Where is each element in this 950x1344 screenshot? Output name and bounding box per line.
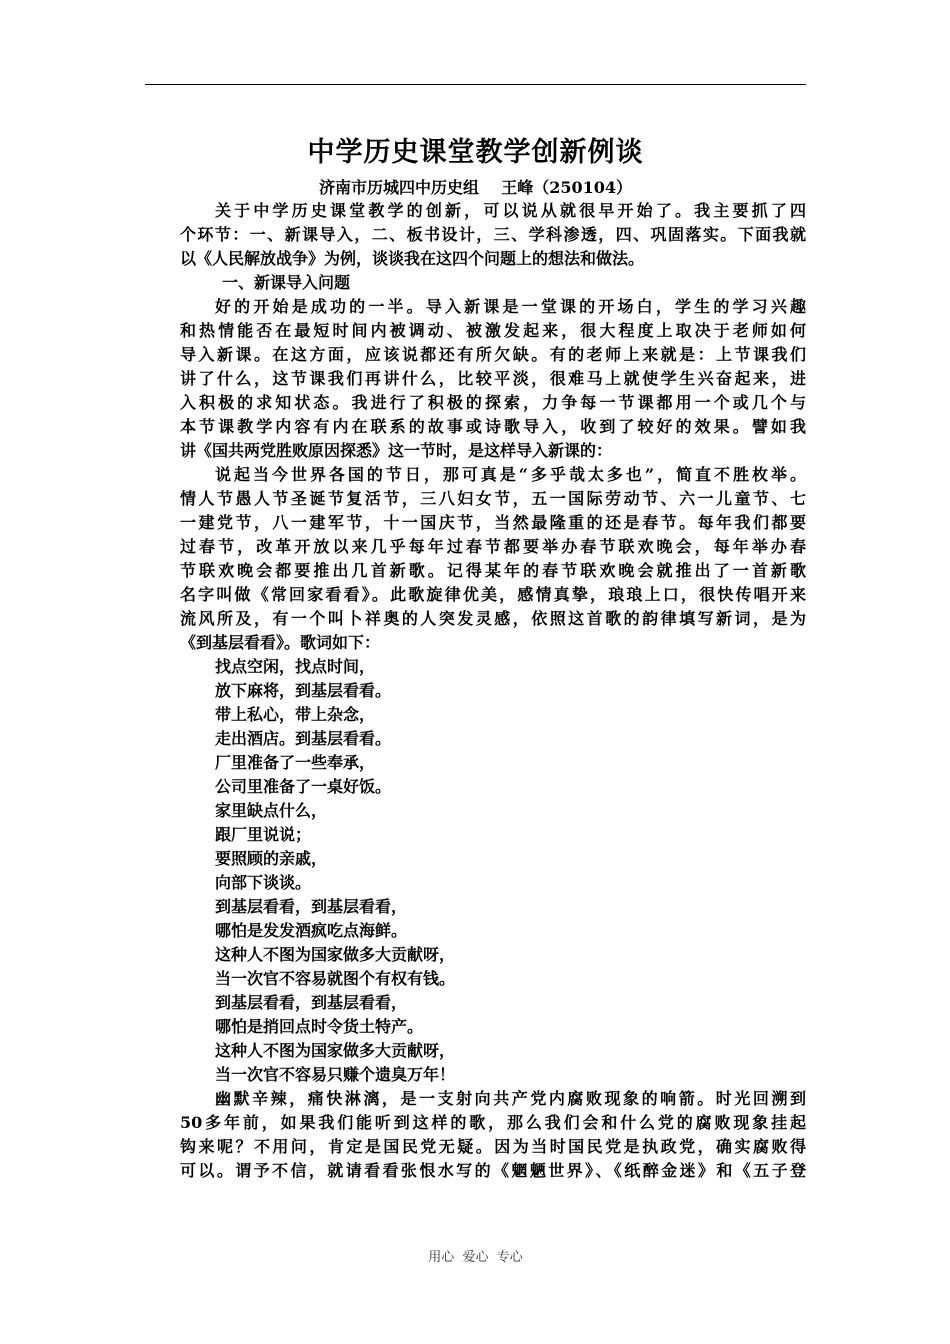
lyric-line: 这种人不图为国家做多大贡献呀， <box>215 1041 456 1060</box>
lyric-line: 到基层看看，到基层看看， <box>215 993 408 1012</box>
body-line: 好的开始是成功的一半。导入新课是一堂课的开场白，学生的学习兴趣 <box>215 297 806 316</box>
body-line: 一建党节，八一建军节，十一国庆节，当然最隆重的还是春节。每年我们都要 <box>180 513 806 532</box>
lyric-line: 厂里准备了一些奉承， <box>215 753 376 772</box>
document-body <box>180 199 806 1183</box>
body-line: 钩来呢？不用问，肯定是国民党无疑。因为当时国民党是执政党，确实腐败得 <box>180 1137 806 1156</box>
body-line: 幽默辛辣，痛快淋漓，是一支射向共产党内腐败现象的响箭。时光回溯到 <box>215 1089 806 1108</box>
body-line: 过春节，改革开放以来几乎每年过春节都要举办春节联欢晚会，每年举办春 <box>180 537 806 556</box>
body-line: 个环节：一、新课导入，二、板书设计，三、学科渗透，四、巩固落实。下面我就 <box>180 225 806 244</box>
lyric-line: 哪怕是发发酒疯吃点海鲜。 <box>215 921 408 940</box>
lyric-line: 找点空闲，找点时间， <box>215 657 376 676</box>
lyric-line: 走出酒店。到基层看看。 <box>215 729 392 748</box>
body-line: 说起当今世界各国的节日，那可真是“多乎哉太多也”，简直不胜枚举。 <box>215 465 806 484</box>
body-line: 《到基层看看》。歌词如下： <box>180 633 381 652</box>
header-rule <box>145 84 806 85</box>
body-line: 流风所及，有一个叫卜祥奥的人突发灵感，依照这首歌的韵律填写新词，是为 <box>180 609 806 628</box>
lyric-line: 哪怕是捎回点时令货土特产。 <box>215 1017 424 1036</box>
section-heading: 一、新课导入问题 <box>222 273 351 292</box>
lyric-line: 这种人不图为国家做多大贡献呀， <box>215 945 456 964</box>
lyric-line: 向部下谈谈。 <box>215 873 312 892</box>
author-line: 济南市历城四中历史组 王峰（250104） <box>318 178 633 197</box>
body-line: 以《人民解放战争》为例，谈谈我在这四个问题上的想法和做法。 <box>180 249 645 268</box>
lyric-line: 公司里准备了一桌好饭。 <box>215 777 392 796</box>
lyric-line: 要照顾的亲戚， <box>215 849 328 868</box>
lyric-line: 跟厂里说说； <box>215 825 312 844</box>
body-line: 名字叫做《常回家看看》。此歌旋律优美，感情真挚，琅琅上口，很快传唱开来 <box>180 585 806 604</box>
body-line: 关于中学历史课堂教学的创新，可以说从就很早开始了。我主要抓了四 <box>215 201 806 220</box>
body-line: 节联欢晚会都要推出几首新歌。记得某年的春节联欢晚会就推出了一首新歌 <box>180 561 806 580</box>
body-line: 导入新课。在这方面，应该说都还有所欠缺。有的老师上来就是：上节课我们 <box>180 345 806 364</box>
body-line: 讲了什么，这节课我们再讲什么，比较平淡，很难马上就使学生兴奋起来，进 <box>180 369 806 388</box>
body-line: 入积极的求知状态。我进行了积极的探索，力争每一节课都用一个或几个与 <box>180 393 806 412</box>
lyric-line: 当一次官不容易只赚个遗臭万年！ <box>215 1065 456 1084</box>
body-line: 情人节愚人节圣诞节复活节，三八妇女节，五一国际劳动节、六一儿童节、七 <box>180 489 806 508</box>
lyric-line: 放下麻将，到基层看看。 <box>215 681 392 700</box>
page-footer: 用心 爱心 专心 <box>428 1250 523 1265</box>
lyric-line: 当一次官不容易就图个有权有钱。 <box>215 969 456 988</box>
body-line: 和热情能否在最短时间内被调动、被激发起来，很大程度上取决于老师如何 <box>180 321 806 340</box>
body-line: 本节课教学内容有内在联系的故事或诗歌导入，收到了较好的效果。譬如我 <box>180 417 806 436</box>
body-line: 可以。谓予不信，就请看看张恨水写的《魍魉世界》、《纸醉金迷》和《五子登 <box>180 1161 806 1180</box>
lyric-line: 带上私心，带上杂念， <box>215 705 376 724</box>
lyric-line: 家里缺点什么， <box>215 801 328 820</box>
body-line: 50多年前，如果我们能听到这样的歌，那么我们会和什么党的腐败现象挂起 <box>180 1113 806 1132</box>
document-title: 中学历史课堂教学创新例谈 <box>307 137 644 168</box>
body-line: 讲《国共两党胜败原因探悉》这一节时，是这样导入新课的： <box>180 441 613 460</box>
lyric-line: 到基层看看，到基层看看， <box>215 897 408 916</box>
